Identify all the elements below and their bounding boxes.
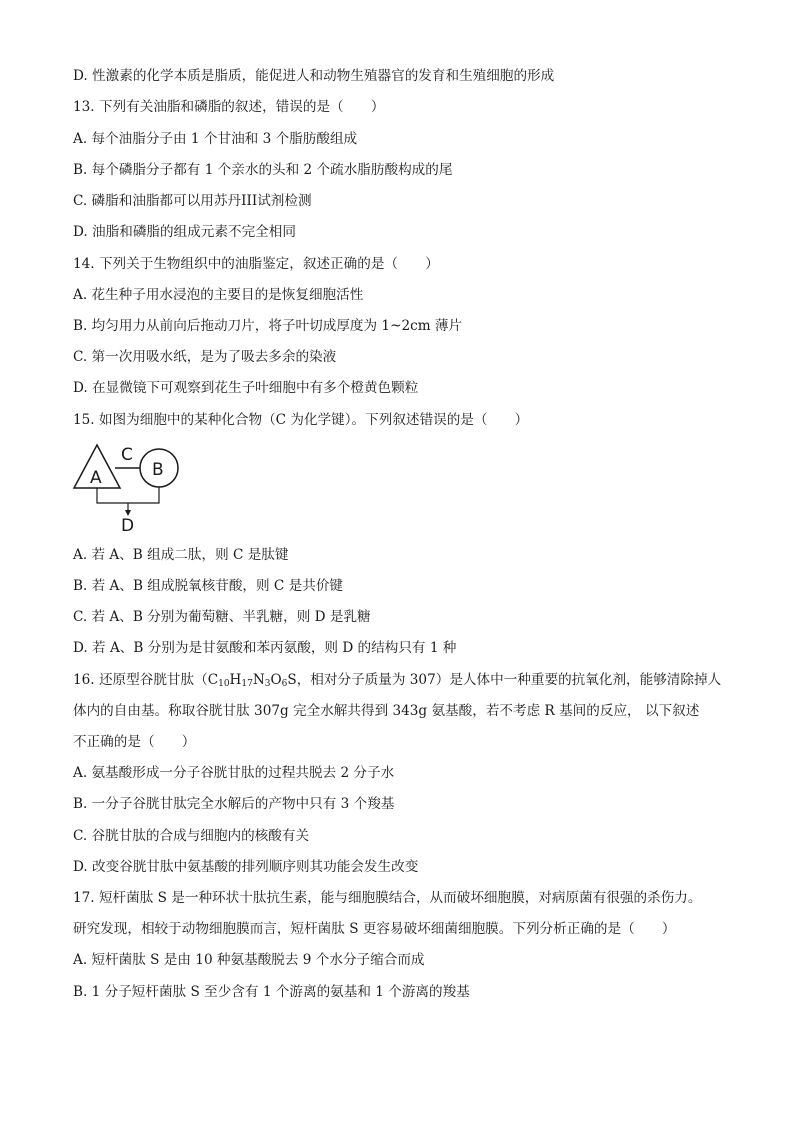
q14-option-a: A. 花生种子用水浸泡的主要目的是恢复细胞活性 [73, 287, 364, 303]
q13-option-b: B. 每个磷脂分子都有 1 个亲水的头和 2 个疏水脂肪酸构成的尾 [73, 162, 453, 178]
q16-option-d: D. 改变谷胱甘肽中氨基酸的排列顺序则其功能会发生改变 [73, 859, 419, 875]
q16-sub-c: 10 [218, 679, 230, 689]
q16-n: N [252, 672, 265, 688]
q14-option-c: C. 第一次用吸水纸，是为了吸去多余的染液 [73, 349, 337, 365]
q15-option-d: D. 若 A、B 分别为是甘氨酸和苯丙氨酸，则 D 的结构只有 1 种 [73, 640, 457, 656]
q17-option-b: B. 1 分子短杆菌肽 S 至少含有 1 个游离的氨基和 1 个游离的羧基 [73, 984, 470, 1000]
q14-stem: 14. 下列关于生物组织中的油脂鉴定，叙述正确的是（ ） [73, 256, 439, 272]
q16-option-a: A. 氨基酸形成一分子谷胱甘肽的过程共脱去 2 分子水 [73, 765, 395, 781]
q15-option-b: B. 若 A、B 组成脱氧核苷酸，则 C 是共价键 [73, 578, 344, 594]
label-b: B [152, 460, 164, 480]
q16-prefix: 16. 还原型谷胱甘肽（C [73, 672, 219, 688]
q17-option-a: A. 短杆菌肽 S 是由 10 种氨基酸脱去 9 个水分子缩合而成 [73, 952, 425, 968]
q17-stem-line1: 17. 短杆菌肽 S 是一种环状十肽抗生素，能与细胞膜结合，从而破坏细胞膜，对病原菌有很强的杀伤力。 [73, 890, 702, 906]
q14-option-b: B. 均匀用力从前向后拖动刀片，将子叶切成厚度为 1~2cm 薄片 [73, 318, 463, 334]
q17-stem-line2: 研究发现，相较于动物细胞膜而言，短杆菌肽 S 更容易破坏细菌细胞膜。下列分析正确的是（ ） [73, 921, 676, 937]
q16-o: O [270, 672, 282, 688]
q16-stem-line2: 体内的自由基。称取谷胱甘肽 307g 完全水解共得到 343g 氨基酸，若不考虑 R 基间的反应， 以下叙述 [73, 703, 700, 719]
q13-stem: 13. 下列有关油脂和磷脂的叙述，错误的是（ ） [73, 99, 385, 115]
bracket-line [97, 487, 159, 503]
q15-option-c: C. 若 A、B 分别为葡萄糖、半乳糖，则 D 是乳糖 [73, 609, 371, 625]
q16-stem-line1 [73, 670, 721, 690]
label-c: C [121, 445, 133, 465]
label-a: A [90, 468, 102, 488]
q16-sub-o: 6 [281, 679, 288, 689]
compound-diagram [70, 443, 200, 536]
q16-sub-h: 17 [241, 679, 253, 689]
q14-option-d: D. 在显微镜下可观察到花生子叶细胞中有多个橙黄色颗粒 [73, 380, 419, 396]
q12-option-d: D. 性激素的化学本质是脂质，能促进人和动物生殖器官的发育和生殖细胞的形成 [73, 68, 555, 84]
q13-option-a: A. 每个油脂分子由 1 个甘油和 3 个脂肪酸组成 [73, 131, 358, 147]
q13-option-c: C. 磷脂和油脂都可以用苏丹III试剂检测 [73, 193, 312, 209]
q16-stem-line3: 不正确的是（ ） [73, 734, 196, 750]
q16-sub-n: 3 [264, 679, 271, 689]
q15-stem: 15. 如图为细胞中的某种化合物（C 为化学键）。下列叙述错误的是（ ） [73, 412, 529, 428]
q16-suffix: S，相对分子质量为 307）是人体中一种重要的抗氧化剂，能够清除掉人 [287, 672, 722, 688]
q13-option-d: D. 油脂和磷脂的组成元素不完全相同 [73, 224, 296, 240]
q16-option-b: B. 一分子谷胱甘肽完全水解后的产物中只有 3 个羧基 [73, 796, 395, 812]
label-d: D [121, 516, 135, 536]
q15-option-a: A. 若 A、B 组成二肽，则 C 是肽键 [73, 547, 289, 563]
q16-option-c: C. 谷胱甘肽的合成与细胞内的核酸有关 [73, 828, 310, 844]
compound-diagram-svg [70, 443, 200, 536]
q16-h: H [229, 672, 242, 688]
